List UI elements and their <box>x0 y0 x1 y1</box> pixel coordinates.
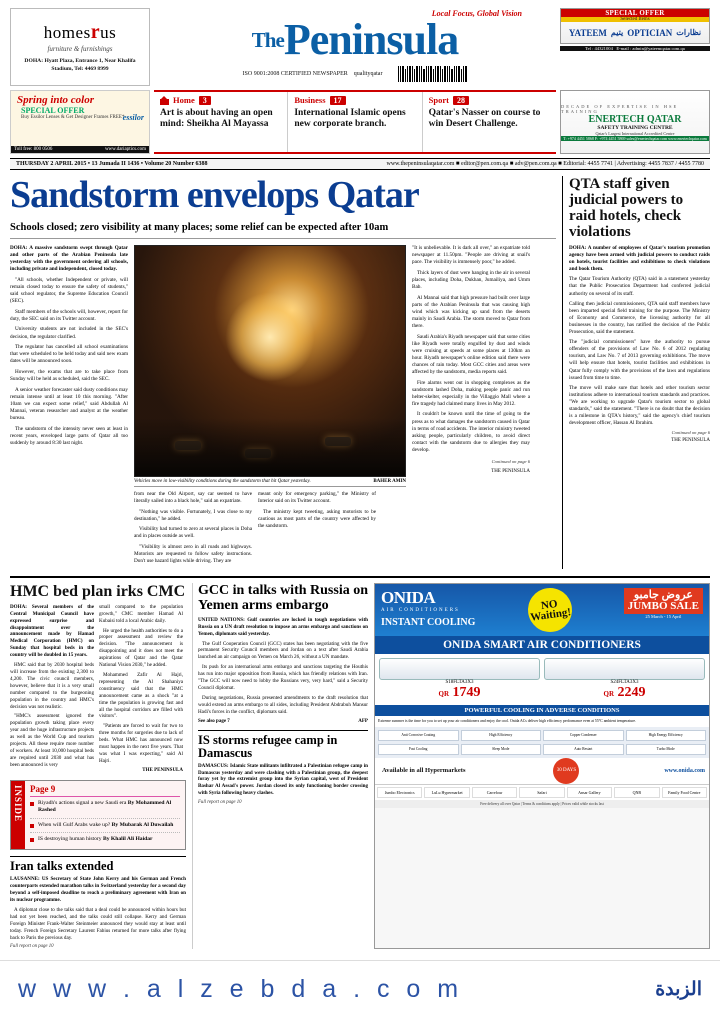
lead-para: It couldn't be known until the time of going to the press as to what damages the sandstorm caused in Qatar in terms of road accidents. The interior ministry tweeted asking people, particularly children, to avoid direct contact with the sandstorm due to allergies they may develop. <box>412 411 530 453</box>
onida-feature: Copper Condenser <box>543 730 624 741</box>
onida-feature: Turbo Mode <box>626 744 707 755</box>
gcc-agency: AFP <box>358 718 368 724</box>
lower-fold <box>10 576 710 950</box>
onida-retailers <box>375 784 709 800</box>
lead-col-1 <box>10 245 128 569</box>
essilor-line3: Buy Essilor Lenses & Get Designer Frames FREE* <box>21 115 125 120</box>
retailer[interactable]: Family Food Centre <box>662 787 707 798</box>
photo-credit: BAHER AMIN <box>373 479 406 484</box>
lead-para: "Nothing was visible. Fortunately, I was close to my destination," he added. <box>134 508 252 522</box>
date-hijri-volume: • 13 Jumada II 1436 • Volume 20 Number 6388 <box>87 161 208 167</box>
hmc-dateline-para: DOHA: Several members of the Central Municipal Council have expressed surprise and disappointment over the announcement made by Hamad Medical Corporation (HMC) on Sunday that hospital beds in the country will be doubled in 15 years. <box>10 603 94 659</box>
no-waiting-badge: NO Waiting! <box>525 585 575 635</box>
sandstorm-photo <box>134 245 406 477</box>
retailer[interactable]: Ansar Gallery <box>567 787 612 798</box>
onida-band-title: ONIDA SMART AIR CONDITIONERS <box>375 636 709 654</box>
hmc-col-2 <box>99 604 183 775</box>
yateem-email: E-mail : admin@yateemqatar.com.qa <box>616 46 685 51</box>
gcc-story <box>192 583 368 950</box>
is-refugee-para: DAMASCUS: Islamic State militants infiltrated a Palestinian refugee camp in Damascus yesterday and were clashing with a Palestinian group, the deepest foray yet by the extremist group into the Syrian capital, west of President Bashar Al Assad's power. Jordan closed its only functioning border crossing with Syria following heavy clashes. <box>198 762 368 797</box>
lead-para: Fire alarms went out in shopping complexes as the sandstorm lashed Doha, making people panic and run helter-skelter, especially in the Villaggio Mall where a fire tragedy had claimed many lives in May 2012. <box>412 379 530 407</box>
is-refugee-body <box>198 763 368 798</box>
barcode <box>398 66 467 82</box>
enertech-sub: SAFETY TRAINING CENTRE <box>597 124 673 131</box>
inside-item-text: When will Gulf Arabs wake up? <box>38 821 111 828</box>
lead-para: "Visibility is almost zero in all roads and highways. Motorists are requested to follow safety instructions. Don't use hazard lights while driving. They are <box>134 544 252 565</box>
retailer[interactable]: QNB <box>614 787 659 798</box>
enertech-contact: T: +974 4451 5868 F: +974 4451 5869 sales@enertechqatar.com www.enertechqatar.com <box>561 136 709 141</box>
onida-disclaimer: Free delivery all over Qatar | Terms & conditions apply | Prices valid while stocks last <box>375 800 709 808</box>
secondary-para: Calling then judicial commissioners, QTA said staff members have been imparted special field training for the purpose. The Ministry of Economy and Commerce, the licensing authority for all businesses in the country, has ratified the decision of the Public Prosecution, said the statement. <box>569 300 710 336</box>
iran-headline: Iran talks extended <box>10 859 114 874</box>
yateem-offer-subbar: Selected Items <box>561 17 709 22</box>
retailer[interactable]: LuLu Hypermarket <box>424 787 469 798</box>
title-main: Peninsula <box>283 15 459 64</box>
gcc-headline: GCC in talks with Russia on Yemen arms embargo <box>198 582 368 613</box>
ad-onida[interactable] <box>374 583 710 950</box>
date-gregorian: THURSDAY 2 APRIL 2015 <box>16 161 87 167</box>
teaser-business-page: 17 <box>330 96 346 105</box>
inside-item[interactable] <box>30 797 180 819</box>
ac-unit-image <box>544 658 705 680</box>
onida-feature: Fast Cooling <box>378 744 459 755</box>
jumbo-sale-ar: عروض جامبو <box>633 588 693 601</box>
secondary-headline: QTA staff given judicial powers to raid hotels, check violations <box>569 176 684 240</box>
jumbo-sale-badge <box>624 588 703 614</box>
watermark-bar <box>0 960 720 1018</box>
jumbo-sale-dates: 25 March - 15 April <box>645 613 682 619</box>
essilor-line2: SPECIAL OFFER <box>21 106 85 115</box>
inside-items <box>25 781 185 850</box>
enertech-note: Qatar's Largest International Accredited Centre <box>595 130 675 136</box>
photo-caption-text: Vehicles move in low-visibility conditions during the sandstorm that hit Qatar yesterday. <box>134 479 311 484</box>
teaser-home-head <box>160 95 281 105</box>
homes-r-us-address: DOHA: Hyatt Plaza, Entrance 1, Near Khalifa Stadium, Tel: 4469 8999 <box>24 57 136 72</box>
enertech-name: ENERTECH QATAR <box>588 113 682 125</box>
currency-label: QR <box>603 689 614 698</box>
teaser-sport-page: 28 <box>453 96 469 105</box>
date-strip <box>10 158 710 170</box>
gcc-footer <box>198 719 368 724</box>
photo-caption <box>134 479 406 487</box>
retailer[interactable]: Safari <box>519 787 564 798</box>
secondary-continued[interactable]: Continued on page 6 <box>671 430 710 436</box>
bullet-icon <box>30 802 34 806</box>
lead-col-3 <box>258 491 376 569</box>
onida-features <box>375 727 709 744</box>
lead-story-body <box>10 245 556 569</box>
inside-item-byline: By Khalil Ali Haidar <box>102 835 153 842</box>
iran-body <box>10 876 186 941</box>
essilor-tel: Toll free: 800 0506 <box>14 147 53 152</box>
lead-para: Thick layers of dust were hanging in the air in several places, including Doha, Dukhan, Jumailiya, and Umm Bab. <box>412 269 530 290</box>
onida-model-price: QR 2249 <box>603 684 646 700</box>
nameplate <box>154 8 556 86</box>
lead-continued[interactable]: Continued on page 6 <box>491 458 530 464</box>
secondary-body <box>569 245 710 430</box>
top-fold <box>10 176 710 569</box>
lead-para: Visibility had turned to zero at several places in Doha and in places outside as well. <box>134 526 252 540</box>
hmc-para: small compared to the population growth," CMC member Hamad Al Kubaisi told a local Arabic daily. <box>99 603 183 624</box>
onida-instant-cooling: INSTANT COOLING <box>381 616 476 628</box>
is-refugee-footer <box>198 800 368 805</box>
lead-col-4 <box>412 245 530 569</box>
is-refugee-continued[interactable]: Full report on page 10 <box>198 800 242 806</box>
onida-feature: Anti Corrosive Coating <box>378 730 459 741</box>
onida-power-band: POWERFUL COOLING IN ADVERSE CONDITIONS <box>375 705 709 716</box>
hmc-story <box>10 583 186 950</box>
inside-item-byline: By Mohammed Al Rashed <box>38 799 172 814</box>
homes-r-us-logo: homesrus <box>43 20 117 43</box>
lead-para: The sandstorm of the intensity never seen at least in recent years, enveloped large parts of Qatar all too suddenly by around 8:30 last night. <box>10 425 128 446</box>
quality-logo: qualityqatar <box>353 71 383 77</box>
section-teasers <box>154 90 556 154</box>
onida-feature: High Energy Efficiency <box>626 730 707 741</box>
onida-ad-header <box>375 584 709 636</box>
hmc-source: THE PENINSULA <box>142 767 183 773</box>
bullet-icon <box>30 824 34 828</box>
secondary-dateline-para: DOHA: A number of employees of Qatar's tourism promotion agency have been armed with judicial powers to conduct raids on hotels, tourist facilities and exhibitions to check violations and book them. <box>569 245 710 273</box>
onida-model-code: S18FLTA3X3 <box>445 679 474 685</box>
iran-story <box>10 856 186 949</box>
secondary-para: The move will make sure that hotels and other tourism sector institutions adhere to international tourism standards and practices. "We are working to upgrade Qatar's tourism sector to global standards," said the statement. "There is no doubt that the decision is a milestone in QTA's history," said the agency's chief tourism development officer, Hassan Al Ibrahim. <box>569 384 710 427</box>
watermark-url-arabic: الزبدة <box>655 979 702 1000</box>
lead-para: Al Mannai said that high pressure had built over large parts of the Arabian Peninsula that was causing high wind which was kicking up sand from the deserts mainly in Saudi Arabia. The storm moved to Qatar from there. <box>412 294 530 329</box>
onida-feature: High Efficiency <box>461 730 542 741</box>
issue-date <box>16 161 208 167</box>
essilor-logo: essilor <box>122 113 144 122</box>
photo-light-glow <box>225 292 315 382</box>
gcc-see-also[interactable]: See also page 7 <box>198 718 230 724</box>
iran-para: A diplomat close to the talks said that a deal could be announced within hours but had not yet been reached, and the talks could still collapse. Kerry and German Foreign Minister Frank-Walter Steinmeier announced they would stay at least until today. French Foreign Secretary Laurent Fabius returned for more talks after flying back to Paris the previous day. <box>10 906 186 941</box>
onida-availability: Available in all Hypermarkets <box>379 764 468 777</box>
inside-page-ref[interactable]: Page 9 <box>30 784 180 797</box>
inside-item-text: Riyadh's actions signal a new Saudi era <box>38 799 127 806</box>
lead-para: However, the exams that are to take place from Sunday will be held as scheduled, said the SEC. <box>10 368 128 382</box>
hmc-col-1 <box>10 604 94 775</box>
lead-para: from near the Old Airport, say car seemed to have literally sailed into a black hole," said an expatriate. <box>134 491 252 505</box>
onida-feature: Auto Restart <box>543 744 624 755</box>
teaser-home[interactable] <box>154 92 288 152</box>
bullet-icon <box>30 838 34 842</box>
hmc-para: He urged the health authorities to do a proper assessment and review the decision. "The announcement is disappointing and it does not meet the aspirations of Qatar and the Qatar National Vision 2030," he added. <box>99 627 183 669</box>
secondary-para: The "judicial commissioners" have the authority to pursue offenders of the provisions of Law No. 6 of 2012 regulating tourism, and Law No. 7 of 2013 governing exhibitions. The move will help ensure that hotels, tourist facilities and exhibitions in Qatar fully comply with the provisions of the laws and regulations issued from time to time. <box>569 339 710 381</box>
teaser-home-text: Art is about having an open mind: Sheikha Al Mayassa <box>160 108 273 129</box>
hmc-para: Mohammed Zafir Al Hajri, representing the Al Shahaniya constituency said that the HMC announcement came as a shock "at a time the population is growing fast and all the hospital corridors are filled with visitors". <box>99 672 183 720</box>
photo-vehicle <box>245 449 271 458</box>
enertech-box <box>560 90 710 154</box>
photo-vehicle <box>175 441 201 450</box>
teaser-sport-section: Sport <box>428 95 449 105</box>
essilor-line1: Spring into color <box>17 94 95 106</box>
jumbo-sale-en: JUMBO SALE <box>627 599 699 612</box>
lead-headline: Sandstorm envelops Qatar <box>10 174 419 216</box>
gcc-para: During negotiations, Russia presented amendments to the draft resolution that would extend an arms embargo to all sides, including President Abdrabuh Mansur Hadi's forces in the conflict, diplomats said. <box>198 694 368 715</box>
onida-note: Extreme summer is the time for you to set up your air conditioners and enjoy the cool. Onida ACs deliver high efficiency performance even at 55°C ambient temperature. <box>375 716 709 727</box>
onida-model[interactable] <box>379 658 540 701</box>
masthead-meta <box>243 66 468 82</box>
inside-item-text: IS destroying human history <box>38 835 102 842</box>
currency-label: QR <box>438 689 449 698</box>
teaser-business-section: Business <box>294 95 326 105</box>
secondary-source: THE PENINSULA <box>671 438 710 444</box>
teaser-business-text: International Islamic opens new corporate branch. <box>294 108 406 129</box>
lead-lower-columns <box>134 491 406 569</box>
promo-nav-row <box>10 90 710 154</box>
yateem-offer-box <box>560 8 710 44</box>
lead-dateline: DOHA: A massive sandstorm swept through Qatar and other parts of the Arabian Peninsula late yesterday with the government ordering all schools, including private and independent, closed today. <box>10 245 128 273</box>
secondary-story <box>562 176 710 569</box>
inside-box[interactable] <box>10 780 186 851</box>
homes-r-us-tagline: furniture & furnishings <box>47 44 113 53</box>
teaser-home-section: Home <box>173 95 195 105</box>
iso-certification: ISO 9001:2008 CERTIFIED NEWSPAPER <box>242 71 348 77</box>
yateem-brand <box>561 22 709 43</box>
lead-para: The regulator has cancelled all school examinations that were scheduled to be held today and said new exam dates will be announced soon. <box>10 344 128 365</box>
gcc-para: The Gulf Cooperation Council (GCC) states has been negotiating with the five permanent Security Council members and Jordan on a text after Saudi Arabia launched an air campaign on Yemen on March 26, without a UN mandate. <box>198 640 368 661</box>
warranty-badge: 30 DAYS <box>553 758 579 784</box>
iran-continued[interactable]: Full report on page 10 <box>10 944 54 950</box>
inside-item[interactable] <box>30 833 180 846</box>
yateem-tel: Tel : 44321004 <box>585 46 613 51</box>
home-icon <box>160 96 169 105</box>
onida-sub: AIR CONDITIONERS <box>381 607 460 613</box>
onida-model[interactable] <box>544 658 705 701</box>
is-refugee-story <box>198 730 368 806</box>
yateem-optician-en: OPTICIAN <box>627 27 673 38</box>
yateem-brand-ar: يتيم <box>610 28 624 37</box>
enertech-line1: DECADE OF EXPERTISE IN HSE TRAINING <box>561 103 679 114</box>
lead-para: The ministry kept tweeting, asking motorists to be cautious as most parts of the country were affected by the sandstorm. <box>258 508 376 529</box>
photo-vehicle <box>325 437 351 446</box>
ad-yateem-optician[interactable] <box>560 8 710 86</box>
inside-item-byline: By Mubarak Al Duwailah <box>111 821 174 828</box>
tagline: Local Focus, Global Vision <box>431 9 522 18</box>
teaser-home-page: 3 <box>199 96 211 105</box>
lead-para: "It is unbelievable. It is dark all over," an expatriate told newspaper at 11.50pm. "People are driving at snail's pace. The visibility is immensely poor," he added. <box>412 245 530 266</box>
inside-item[interactable] <box>30 819 180 833</box>
essilor-contact <box>11 146 149 153</box>
iran-footer <box>10 944 186 949</box>
gcc-dateline-para: UNITED NATIONS: Gulf countries are locked in tough negotiations with Russia on a UN draft resolution to impose an arms embargo and sanctions on Yemen, diplomats said yesterday. <box>198 616 368 637</box>
onida-logo: ONIDA AIR CONDITIONERS <box>381 588 475 613</box>
gcc-body <box>198 617 368 716</box>
lead-col-2 <box>134 491 252 569</box>
hmc-headline: HMC bed plan irks CMC <box>10 582 186 600</box>
teaser-sport-head <box>429 95 550 105</box>
gcc-para: Its push for an international arms embargo and sanctions targeting the Houthis has run into major opposition from Russia, which has friendly relations with Iran. "The GCC will now need to lobby the Russians very, very hard," said a Security Council diplomat. <box>198 664 368 691</box>
teaser-sport[interactable] <box>423 92 556 152</box>
iran-dateline-para: LAUSANNE: US Secretary of State John Kerry and his German and French counterparts extended marathon talks in Switzerland yesterday for a second day beyond a self-imposed deadline to reach a preliminary agreement with Iran on its nuclear programme. <box>10 876 186 904</box>
hmc-para: "Patients are forced to wait for two to three months for surgeries due to lack of beds. What HMC has announced now must happen in the next five years. That was what I was expecting," said Al Hajri. <box>99 723 183 764</box>
ad-homes-r-us[interactable] <box>10 8 150 86</box>
lead-para: Staff members of the schools will, however, report for duty, the SEC said on its Twitter account. <box>10 308 128 322</box>
onida-feature: Sleep Mode <box>461 744 542 755</box>
onida-features-2 <box>375 744 709 758</box>
lead-source: THE PENINSULA <box>491 468 530 474</box>
essilor-web: www.dariaptics.com <box>104 147 146 152</box>
teaser-business[interactable] <box>288 92 422 152</box>
lead-subhead: Schools closed; zero visibility at many places; some relief can be expected after 10am <box>10 222 556 239</box>
onida-model-code: S24FLTA3X3 <box>610 679 639 685</box>
hmc-body <box>10 604 186 775</box>
lead-para: Saudi Arabia's Riyadh newspaper said that some cities like Riyadh were totally engulfed by dust and winds were cruising at speeds at some places at 130km an hour. Riyadh newspaper's online edition said there were chances of rain today. Most GCC cities and areas were affected by the sandstorm, media reports said. <box>412 333 530 375</box>
onida-website[interactable]: www.onida.com <box>664 767 705 774</box>
onida-model-price: QR 1749 <box>438 684 481 700</box>
yateem-offer-bar: SPECIAL OFFER <box>561 9 709 17</box>
hmc-para: "HMC's assessment ignored the population growth taking place every year and the huge infrastructure projects as well as the World Cup and tourism projects. All these require more number of workers. At least 10,000 hospital beds are required until 2030 and what has been announced is very <box>10 713 94 768</box>
yateem-optician-ar: نظارات <box>676 28 702 37</box>
retailer[interactable]: Jumbo Electronics <box>377 787 422 798</box>
lead-para: University students are not included in the SEC's decision, the regulator clarified. <box>10 326 128 340</box>
hmc-para: HMC said that by 2030 hospital beds will increase from the existing 2,300 to 4,200. The civic council members, however, believe that it is a very small number compared to the burgeoning population in the country and HMC's decision was not realistic. <box>10 662 94 710</box>
lead-photo-block <box>134 245 406 569</box>
newspaper-title <box>251 15 459 64</box>
retailer[interactable]: Carrefour <box>472 787 517 798</box>
inside-tab-label: INSIDE <box>11 781 25 850</box>
is-refugee-headline: IS storms refugee camp in Damascus <box>198 732 338 760</box>
secondary-para: The Qatar Tourism Authority (QTA) said in a statement yesterday that the Public Prosecution Department had conferred judicial authority on several of its staff. <box>569 276 710 297</box>
yateem-contact <box>560 46 710 51</box>
lead-para: A senior weather forecaster said dusty conditions may remain intense until at least 10 this morning. "After 10am we can expect some relief," said Abdullah Al Mannai, veteran researcher and analyst at the weather bureau. <box>10 386 128 421</box>
masthead <box>10 8 710 86</box>
lead-para: "All schools, whether Independent or private, will remain closed today to ensure the safety of students," said school regulator, the Supreme Education Council (SEC). <box>10 276 128 305</box>
title-the: The <box>251 28 284 52</box>
ac-unit-image <box>379 658 540 680</box>
teaser-sport-text: Qatar's Nasser on course to win Desert Challenge. <box>428 108 541 129</box>
yateem-brand-en: YATEEM <box>568 27 607 38</box>
ad-essilor[interactable] <box>10 90 150 154</box>
ad-enertech[interactable] <box>560 90 710 154</box>
teaser-business-head <box>294 95 415 105</box>
watermark-url[interactable]: w w w . a l z e b d a . c o m <box>18 975 464 1003</box>
onida-models <box>375 654 709 705</box>
lead-story <box>10 176 556 569</box>
contact-strip: www.thepeninsulaqatar.com ■ editor@pen.com.qa ■ adv@pen.com.qa ■ Editorial: 4455 7741 | Advertising: 4455 7837 / 4455 7780 <box>386 161 704 167</box>
lead-para: meant only for emergency parking," the Ministry of Interior said on its Twitter account. <box>258 491 376 505</box>
